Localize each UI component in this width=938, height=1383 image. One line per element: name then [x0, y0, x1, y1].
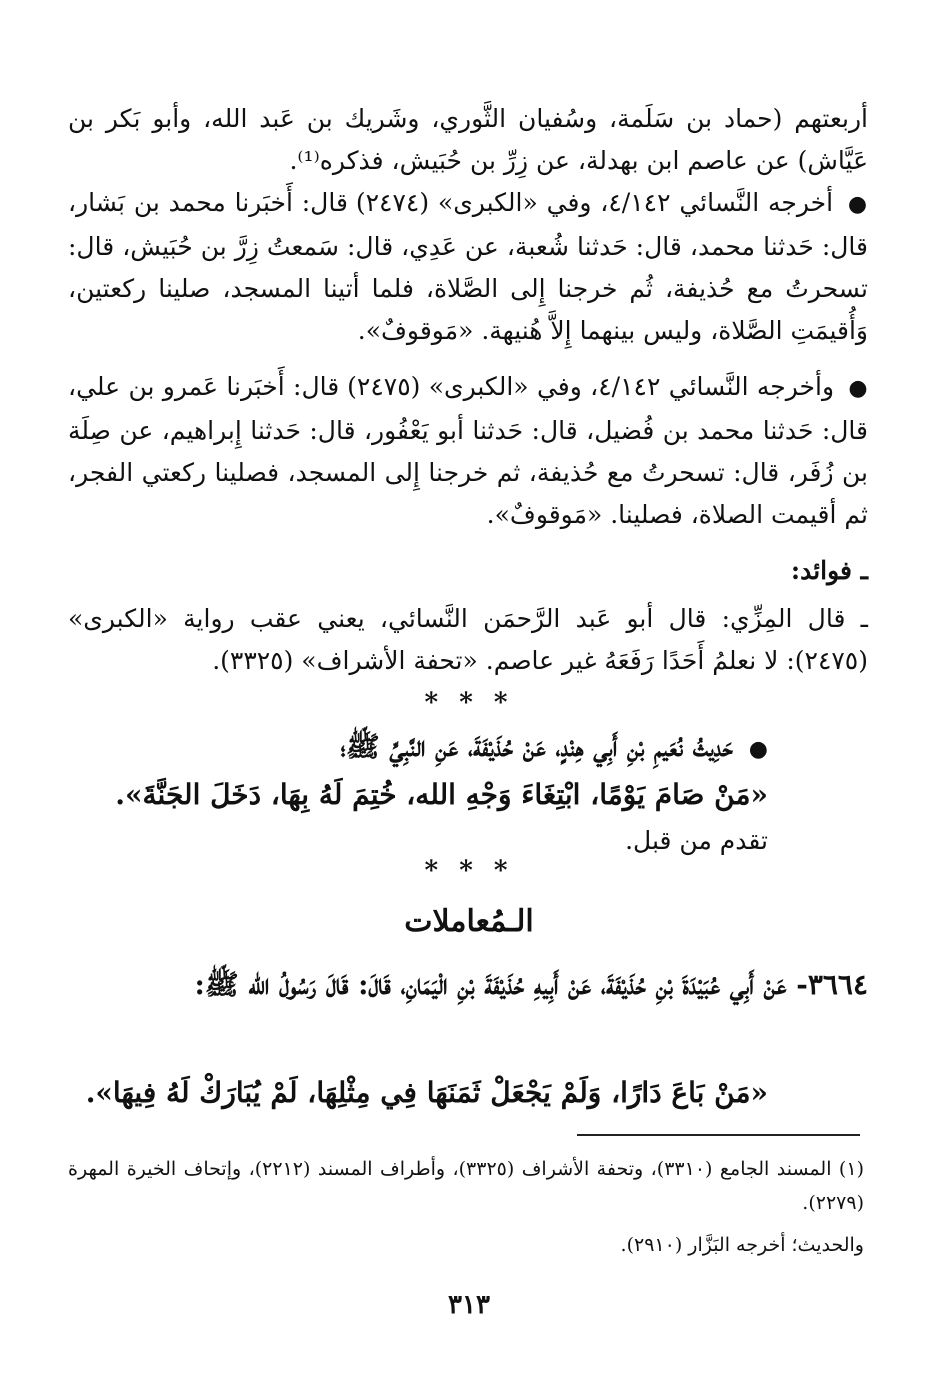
paragraph-nasai-2474-text: أخرجه النَّسائي ٤/١٤٢، وفي «الكبرى» (٢٤٧٤) قال: أَخبَرنا محمد بن بَشار، قال: حَدثنا محمد، قال: حَدثنا شُعبة، عن عَدِي، قال: سَمعتُ زِرَّ بن حُبَيش، قال: تسحرتُ مع حُذيفة، ثُم خرجنا إِلى الصَّلاة، فلما أتينا المسجد، صلينا ركعتين، وَأُقيمَتِ الصَّلاة، وليس بينهما إِلاَّ هُنيهة. «مَوقوفٌ».: [68, 188, 868, 345]
paragraph-nasai-2474: [68, 182, 868, 352]
footnote-1: (١) المسند الجامع (٣٣١٠)، وتحفة الأشراف (٣٣٢٥)، وأطراف المسند (٢٢١٢)، وإتحاف الخيرة المهرة (٢٢٧٩).: [68, 1158, 864, 1214]
section-title: الـمُعاملات: [404, 904, 534, 939]
bullet-icon: ●: [847, 192, 868, 217]
paragraph-nasai-2475: [68, 366, 868, 536]
fawaid-heading: ـ فوائد:: [790, 556, 868, 585]
hadith-3664-isnad: ٣٦٦٤- عَنْ أَبِي عُبَيْدَةَ بْنِ حُذَيْفَةَ، عَنْ أَبِيهِ حُذَيْفَةَ بْنِ الْيَمَانِ، قَالَ: قَالَ رَسُولُ الله ﷺ:: [194, 968, 868, 1001]
hadith-naim-note: تقدم من قبل.: [625, 826, 768, 855]
footnote-2: والحديث؛ أخرجه البَزَّار (٢٩١٠).: [620, 1234, 864, 1256]
hadith-naim: [68, 724, 868, 864]
bullet-icon: ●: [748, 736, 768, 762]
hadith-3664-matn: «مَنْ بَاعَ دَارًا، وَلَمْ يَجْعَلْ ثَمَنَهَا فِي مِثْلِهَا، لَمْ يُبَارَكْ لَهُ فِيهَا».: [85, 1076, 768, 1109]
paragraph-mizzi: [68, 598, 868, 682]
bullet-icon: ●: [848, 376, 868, 401]
separator-stars: * * *: [424, 688, 514, 718]
hadith-naim-isnad-text: حَدِيثُ نُعَيمِ بْنِ أَبِي هِنْدٍ، عَنْ حُذَيْفَةَ، عَنِ النَّبِيِّ ﷺ؛: [340, 730, 734, 763]
hadith-naim-isnad: [68, 724, 768, 772]
page-number: ٣١٣: [448, 1290, 490, 1320]
hadith-naim-matn: «مَنْ صَامَ يَوْمًا، ابْتِغَاءَ وَجْهِ الله، خُتِمَ لَهُ بِهَا، دَخَلَ الجَنَّةَ».: [115, 778, 768, 811]
paragraph-nasai-2475-text: وأخرجه النَّسائي ٤/١٤٢، وفي «الكبرى» (٢٤٧٥) قال: أَخبَرنا عَمرو بن علي، قال: حَدثنا محمد بن فُضيل، قال: حَدثنا أبو يَعْفُور، قال: حَدثنا إِبراهيم، عن صِلَة بن زُفَر، قال: تسحرتُ مع حُذيفة، ثم خرجنا إِلى المسجد، فصلينا ركعتي الفجر، ثم أقيمت الصلاة، فصلينا. «مَوقوفٌ».: [68, 372, 868, 529]
separator-stars: * * *: [424, 856, 514, 886]
paragraph-mizzi-text: ـ قال المِزِّي: قال أبو عَبد الرَّحمَن النَّسائي، يعني عقب رواية «الكبرى» (٢٤٧٥): لا نعلمُ أَحَدًا رَفَعَهُ غير عاصم. «تحفة الأشراف» (٣٣٢٥).: [68, 604, 868, 675]
footnote-divider: [577, 1134, 860, 1136]
paragraph-narrators: [68, 98, 868, 182]
paragraph-narrators-text: أربعتهم (حماد بن سَلَمة، وسُفيان الثَّوري، وشَريك بن عَبد الله، وأبو بَكر بن عَيَّاش) عن عاصم ابن بهدلة، عن زِرِّ بن حُبَيش، فذكره⁽¹⁾.: [68, 104, 868, 175]
